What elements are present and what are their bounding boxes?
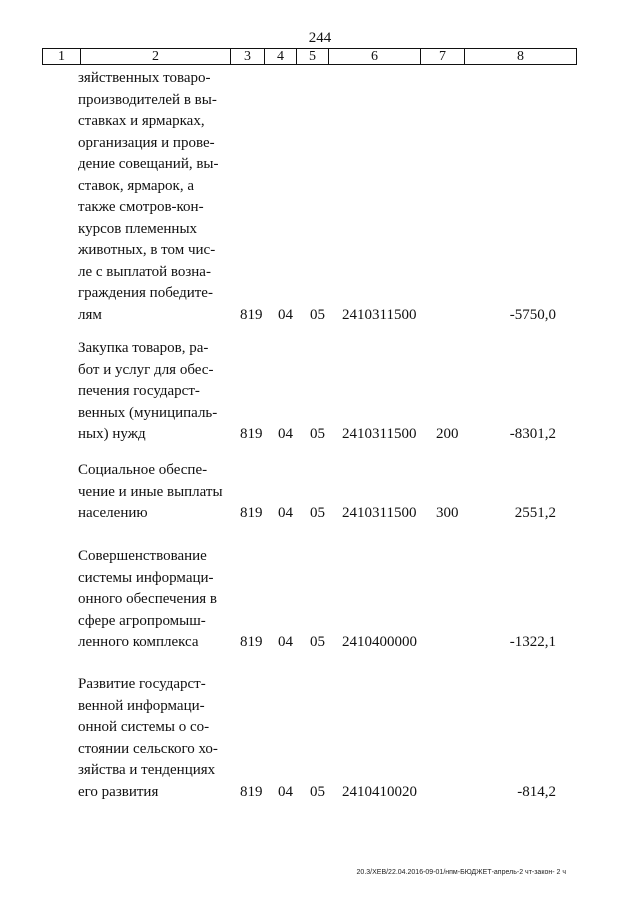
description-line: ленного комплекса	[78, 634, 199, 650]
description-line: также смотров-кон-	[78, 199, 204, 215]
description-line: Социальное обеспе-	[78, 462, 208, 478]
description-line: его развития	[78, 783, 159, 800]
cell-c3: 819	[240, 634, 263, 650]
description-line: лям	[78, 306, 102, 323]
description-line: производителей в вы-	[78, 91, 217, 108]
description-line: сфере агропромыш-	[78, 612, 206, 629]
description-line: онной системы о со-	[78, 719, 210, 735]
column-header-2: 2	[81, 49, 231, 65]
cell-c8: -814,2	[517, 783, 556, 800]
description-line: онного обеспечения в	[78, 591, 218, 607]
description-line: ставок, ярмарок, а	[78, 177, 194, 194]
cell-c3: 819	[240, 306, 263, 323]
description-line: системы информаци-	[78, 569, 214, 586]
description-line: ных) нужд	[78, 426, 146, 442]
cell-c6: 2410311500	[342, 306, 417, 323]
cell-c3: 819	[240, 783, 263, 800]
cell-c8: -5750,0	[509, 306, 556, 323]
column-header-3: 3	[231, 49, 265, 65]
column-header-7: 7	[421, 49, 465, 65]
description-line: Совершенствование	[78, 548, 207, 564]
description-line: ле с выплатой возна-	[78, 263, 211, 280]
description-line: населению	[78, 505, 148, 521]
column-header-8: 8	[465, 49, 577, 65]
description-line: чение и иные выплаты	[78, 483, 223, 500]
row-description	[78, 674, 226, 803]
cell-c5: 05	[310, 306, 325, 323]
cell-c8: -8301,2	[509, 426, 556, 442]
cell-c3: 819	[240, 426, 263, 442]
description-line: курсов племенных	[78, 220, 198, 237]
cell-c3: 819	[240, 505, 263, 521]
cell-c4: 04	[278, 306, 293, 323]
column-header-table	[42, 48, 577, 65]
description-line: организация и прове-	[78, 134, 215, 151]
cell-c7: 200	[436, 426, 459, 442]
page-number: 244	[308, 30, 332, 46]
description-line: печения государст-	[78, 383, 200, 399]
column-header-6: 6	[329, 49, 421, 65]
cell-c6: 2410400000	[342, 634, 417, 650]
cell-c7: 300	[436, 505, 459, 521]
cell-c5: 05	[310, 783, 325, 800]
cell-c8: 2551,2	[514, 505, 556, 521]
column-header-4: 4	[265, 49, 297, 65]
description-line: зяйственных товаро-	[78, 70, 211, 86]
cell-c5: 05	[310, 426, 325, 442]
row-description	[78, 460, 226, 525]
row-description	[78, 68, 226, 326]
column-header-1: 1	[43, 49, 81, 65]
cell-c4: 04	[278, 505, 293, 521]
cell-c5: 05	[310, 505, 325, 521]
row-description	[78, 546, 226, 654]
footer-path: 20.3/ХЕВ/22.04.2016-09-01/нпм-БЮДЖЕТ-апрель-2 чт-закон- 2 ч	[356, 869, 566, 876]
cell-c6: 2410311500	[342, 426, 417, 442]
description-line: Закупка товаров, ра-	[78, 340, 209, 356]
cell-c6: 2410311500	[342, 505, 417, 521]
description-line: бот и услуг для обес-	[78, 361, 214, 378]
cell-c4: 04	[278, 783, 293, 800]
cell-c4: 04	[278, 426, 293, 442]
cell-c8: -1322,1	[509, 634, 556, 650]
row-description	[78, 338, 226, 446]
description-line: венной информаци-	[78, 697, 205, 714]
description-line: животных, в том чис-	[78, 242, 216, 258]
description-line: ставках и ярмарках,	[78, 113, 205, 129]
description-line: дение совещаний, вы-	[78, 156, 219, 172]
description-line: граждения победите-	[78, 285, 213, 301]
description-line: Развитие государст-	[78, 676, 206, 692]
cell-c4: 04	[278, 634, 293, 650]
description-line: стоянии сельского хо-	[78, 740, 218, 757]
column-header-5: 5	[297, 49, 329, 65]
cell-c6: 2410410020	[342, 783, 417, 800]
description-line: венных (муниципаль-	[78, 404, 218, 421]
cell-c5: 05	[310, 634, 325, 650]
description-line: зяйства и тенденциях	[78, 762, 216, 778]
